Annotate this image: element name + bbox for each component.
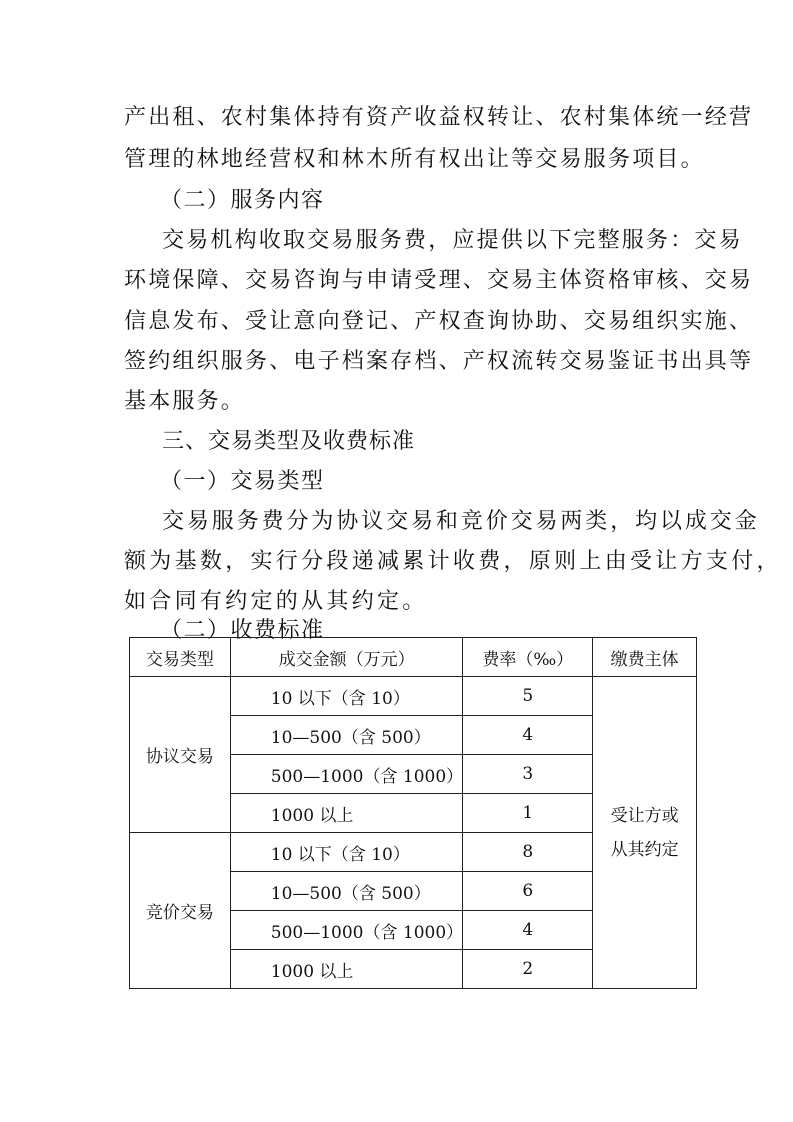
header-cell: 交易类型	[130, 638, 231, 677]
amount-cell: 10—500（含 500）	[230, 872, 463, 911]
paragraph-line: 交易服务费分为协议交易和竞价交易两类，均以成交金	[162, 509, 760, 534]
rate-cell: 4	[463, 716, 593, 755]
payer-cell	[593, 677, 697, 989]
trade-type-cell: 协议交易	[130, 677, 231, 833]
fee-table	[129, 637, 697, 989]
payer-line: 受让方或	[610, 805, 679, 826]
paragraph-line: 如合同有约定的从其约定。	[124, 589, 428, 614]
amount-cell: 10 以下（含 10）	[230, 833, 463, 872]
table-row	[130, 677, 697, 716]
header-cell: 缴费主体	[593, 638, 697, 677]
section-subheading: （二）收费标准	[160, 618, 325, 643]
rate-cell: 3	[463, 755, 593, 794]
paragraph-line: 交易机构收取交易服务费，应提供以下完整服务：交易	[162, 228, 743, 253]
header-cell: 成交金额（万元）	[230, 638, 463, 677]
amount-cell: 1000 以上	[230, 950, 463, 989]
payer-line: 从其约定	[610, 839, 679, 860]
rate-cell: 5	[463, 677, 593, 716]
amount-cell: 1000 以上	[230, 794, 463, 833]
rate-cell: 4	[463, 911, 593, 950]
rate-cell: 1	[463, 794, 593, 833]
paragraph-line: 产出租、农村集体持有资产收益权转让、农村集体统一经营	[124, 105, 754, 130]
trade-type-cell: 竞价交易	[130, 833, 231, 989]
amount-cell: 10 以下（含 10）	[230, 677, 463, 716]
amount-cell: 500—1000（含 1000）	[230, 755, 463, 794]
paragraph-line: 基本服务。	[124, 389, 246, 414]
rate-cell: 2	[463, 950, 593, 989]
amount-cell: 10—500（含 500）	[230, 716, 463, 755]
amount-cell: 500—1000（含 1000）	[230, 911, 463, 950]
rate-cell: 8	[463, 833, 593, 872]
table-header-row	[130, 638, 697, 677]
paragraph-line: 签约组织服务、电子档案存档、产权流转交易鉴证书出具等	[124, 349, 754, 374]
header-cell: 费率（‰）	[463, 638, 593, 677]
section-heading: 三、交易类型及收费标准	[162, 429, 416, 454]
section-subheading: （二）服务内容	[160, 188, 325, 213]
paragraph-line: 环境保障、交易咨询与申请受理、交易主体资格审核、交易	[124, 268, 754, 293]
paragraph-line: 信息发布、受让意向登记、产权查询协助、交易组织实施、	[124, 309, 754, 334]
paragraph-line: 管理的林地经营权和林木所有权出让等交易服务项目。	[124, 147, 705, 172]
section-subheading: （一）交易类型	[160, 469, 325, 494]
rate-cell: 6	[463, 872, 593, 911]
paragraph-line: 额为基数，实行分段递减累计收费，原则上由受让方支付，	[124, 549, 782, 574]
